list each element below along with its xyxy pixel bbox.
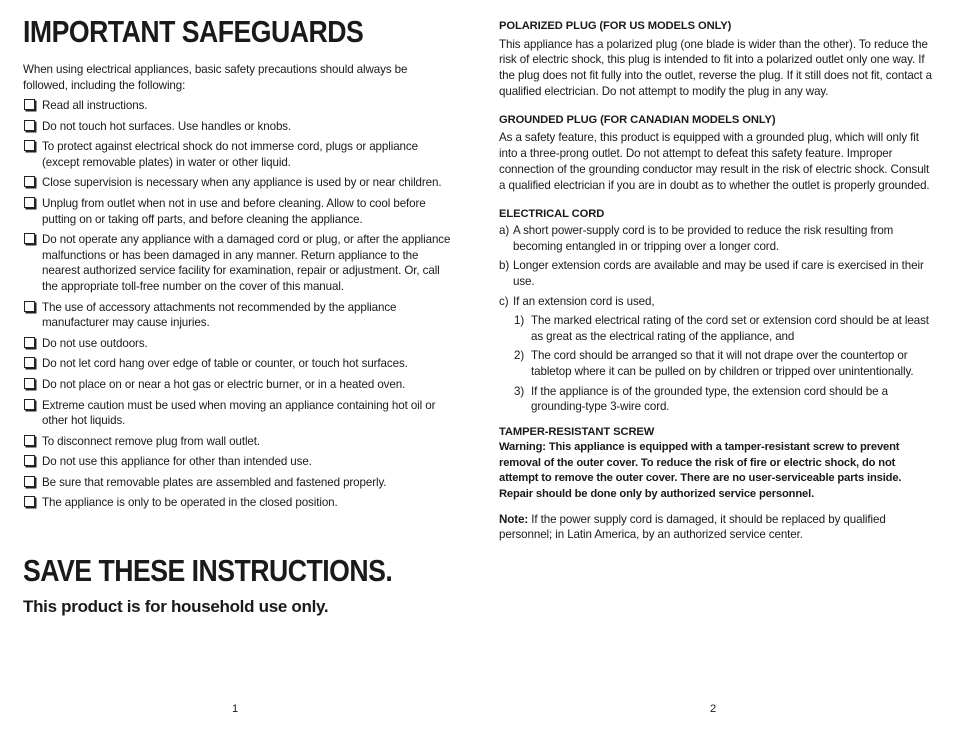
checklist-item [23,454,455,470]
warning-text: Warning: This appliance is equipped with a tamper-resistant screw to prevent removal of the outer cover. To reduce the risk of fire or electric shock, do not attempt to remove the outer cover. There are no user-serviceable parts inside. Repair should be done only by authorized service personnel. [499,441,902,501]
checklist-item [23,175,455,191]
section-heading: POLARIZED PLUG (FOR US MODELS ONLY) [499,20,732,32]
checklist-item [23,356,455,372]
checklist-item [23,495,455,511]
checklist-item-text: Close supervision is necessary when any appliance is used by or near children. [42,176,442,190]
cord-list-item [499,294,937,310]
checklist-item [23,398,455,429]
checklist-item-text: To protect against electrical shock do not immerse cord, plugs or appliance (except removable plates) in water or other liquid. [42,140,418,169]
checklist-item [23,475,455,491]
page-number: 2 [710,703,717,715]
cord-sublist-item [499,348,937,379]
list-item-text: A short power-supply cord is to be provided to reduce the risk resulting from becoming entangled in or tripping over a longer cord. [513,224,894,253]
checklist-item [23,434,455,450]
checkbox-icon [24,233,35,244]
list-marker: c) [499,294,509,308]
cord-list [499,223,937,309]
grounded-plug-section [499,113,937,194]
list-item-text: Longer extension cords are available and may be used if care is exercised in their use. [513,259,924,288]
checklist-item-text: Be sure that removable plates are assembled and fastened properly. [42,475,387,489]
intro-text: When using electrical appliances, basic safety precautions should always be followed, including the following: [23,63,408,92]
note-text: If the power supply cord is damaged, it should be replaced by qualified personnel; in Latin America, by an authorized service center. [499,512,886,542]
list-marker: 2) [514,349,525,363]
list-item-text: The cord should be arranged so that it will not drape over the countertop or tabletop where it can be pulled on by children or tripped over unintentionally. [531,349,914,378]
checkbox-icon [24,435,35,446]
list-item-text: If an extension cord is used, [513,294,655,308]
list-item-text: If the appliance is of the grounded type, the extension cord should be a grounding-type 3-wire cord. [531,384,888,414]
checklist-item-text: To disconnect remove plug from wall outlet. [42,434,261,448]
list-marker: 3) [514,384,525,398]
checklist-item-text: Do not use outdoors. [42,336,148,350]
checklist-item-text: Unplug from outlet when not in use and before cleaning. Allow to cool before putting on or taking off parts, and before cleaning the appliance. [42,196,426,226]
right-page [477,0,954,738]
cord-list-item [499,223,937,254]
checkbox-icon [24,455,35,466]
cord-sublist [499,313,937,415]
checklist-item [23,336,455,352]
list-marker: a) [499,224,510,238]
checkbox-icon [24,140,35,151]
section-text: This appliance has a polarized plug (one blade is wider than the other). To reduce the risk of electric shock, this plug is intended to fit into a polarized outlet only one way. If the plug does not fit fully into the outlet, reverse the plug. If it still does not fit, contact a qualified electrician. Do not attempt to modify the plug in any way. [499,37,932,98]
checklist-item [23,119,455,135]
checklist-item-text: Do not let cord hang over edge of table or counter, or touch hot surfaces. [42,357,408,371]
checklist-item-text: Extreme caution must be used when moving an appliance containing hot oil or other hot liquids. [42,398,436,428]
page-number: 1 [232,703,239,715]
section-text: As a safety feature, this product is equipped with a grounded plug, which will only fit into a three-prong outlet. Do not attempt to defeat this safety feature. Improper connection of the grounding conductor may result in the risk of electric shock. Consult a qualified electrician if you are in doubt as to whether the outlet is properly grounded. [499,131,930,192]
checklist-item [23,139,455,170]
section-heading: GROUNDED PLUG (FOR CANADIAN MODELS ONLY) [499,113,776,126]
checklist-item-text: Read all instructions. [42,99,148,112]
polarized-plug-section [499,19,937,100]
checklist-item [23,232,455,294]
checkbox-icon [24,476,35,487]
electrical-cord-section [499,207,937,415]
checkbox-icon [24,120,35,131]
safeguards-checklist [23,98,455,511]
section-heading: ELECTRICAL CORD [499,207,605,220]
section-heading: TAMPER-RESISTANT SCREW [499,425,655,438]
household-use-notice: This product is for household use only. [23,597,329,616]
checkbox-icon [24,337,35,348]
cord-sublist-item [499,384,937,415]
note-paragraph [499,512,937,544]
checklist-item-text: The appliance is only to be operated in the closed position. [42,496,338,510]
checklist-item-text: Do not place on or near a hot gas or electric burner, or in a heated oven. [42,377,406,391]
checkbox-icon [24,378,35,389]
checklist-item [23,196,455,227]
checklist-item-text: Do not use this appliance for other than intended use. [42,455,312,469]
save-instructions-title: SAVE THESE INSTRUCTIONS. [23,553,393,588]
list-marker: 1) [514,314,525,328]
list-item-text: The marked electrical rating of the cord set or extension cord should be at least as great as the electrical rating of the appliance, and [531,314,929,343]
checkbox-icon [24,176,35,187]
checklist-item-text: The use of accessory attachments not recommended by the appliance manufacturer may cause injuries. [42,300,397,330]
checklist-item [23,98,455,114]
checkbox-icon [24,301,35,312]
checkbox-icon [24,399,35,410]
list-marker: b) [499,259,510,273]
page-title: IMPORTANT SAFEGUARDS [23,14,364,49]
checklist-item [23,300,455,331]
note-label: Note: [499,512,529,526]
checkbox-icon [24,357,35,368]
checklist-item-text: Do not touch hot surfaces. Use handles or knobs. [42,119,292,133]
checklist-item-text: Do not operate any appliance with a damaged cord or plug, or after the appliance malfunctions or has been damaged in any manner. Return appliance to the nearest authorized service facility for examination, repair or adjustment. Or, call the appropriate toll-free number on the cover of this manual. [42,233,451,293]
checkbox-icon [24,496,35,507]
checklist-item [23,377,455,393]
checkbox-icon [24,197,35,208]
checkbox-icon [24,99,35,110]
cord-list-item [499,258,937,289]
tamper-resistant-section [499,425,937,503]
right-column [499,19,937,543]
cord-sublist-item [499,313,937,344]
